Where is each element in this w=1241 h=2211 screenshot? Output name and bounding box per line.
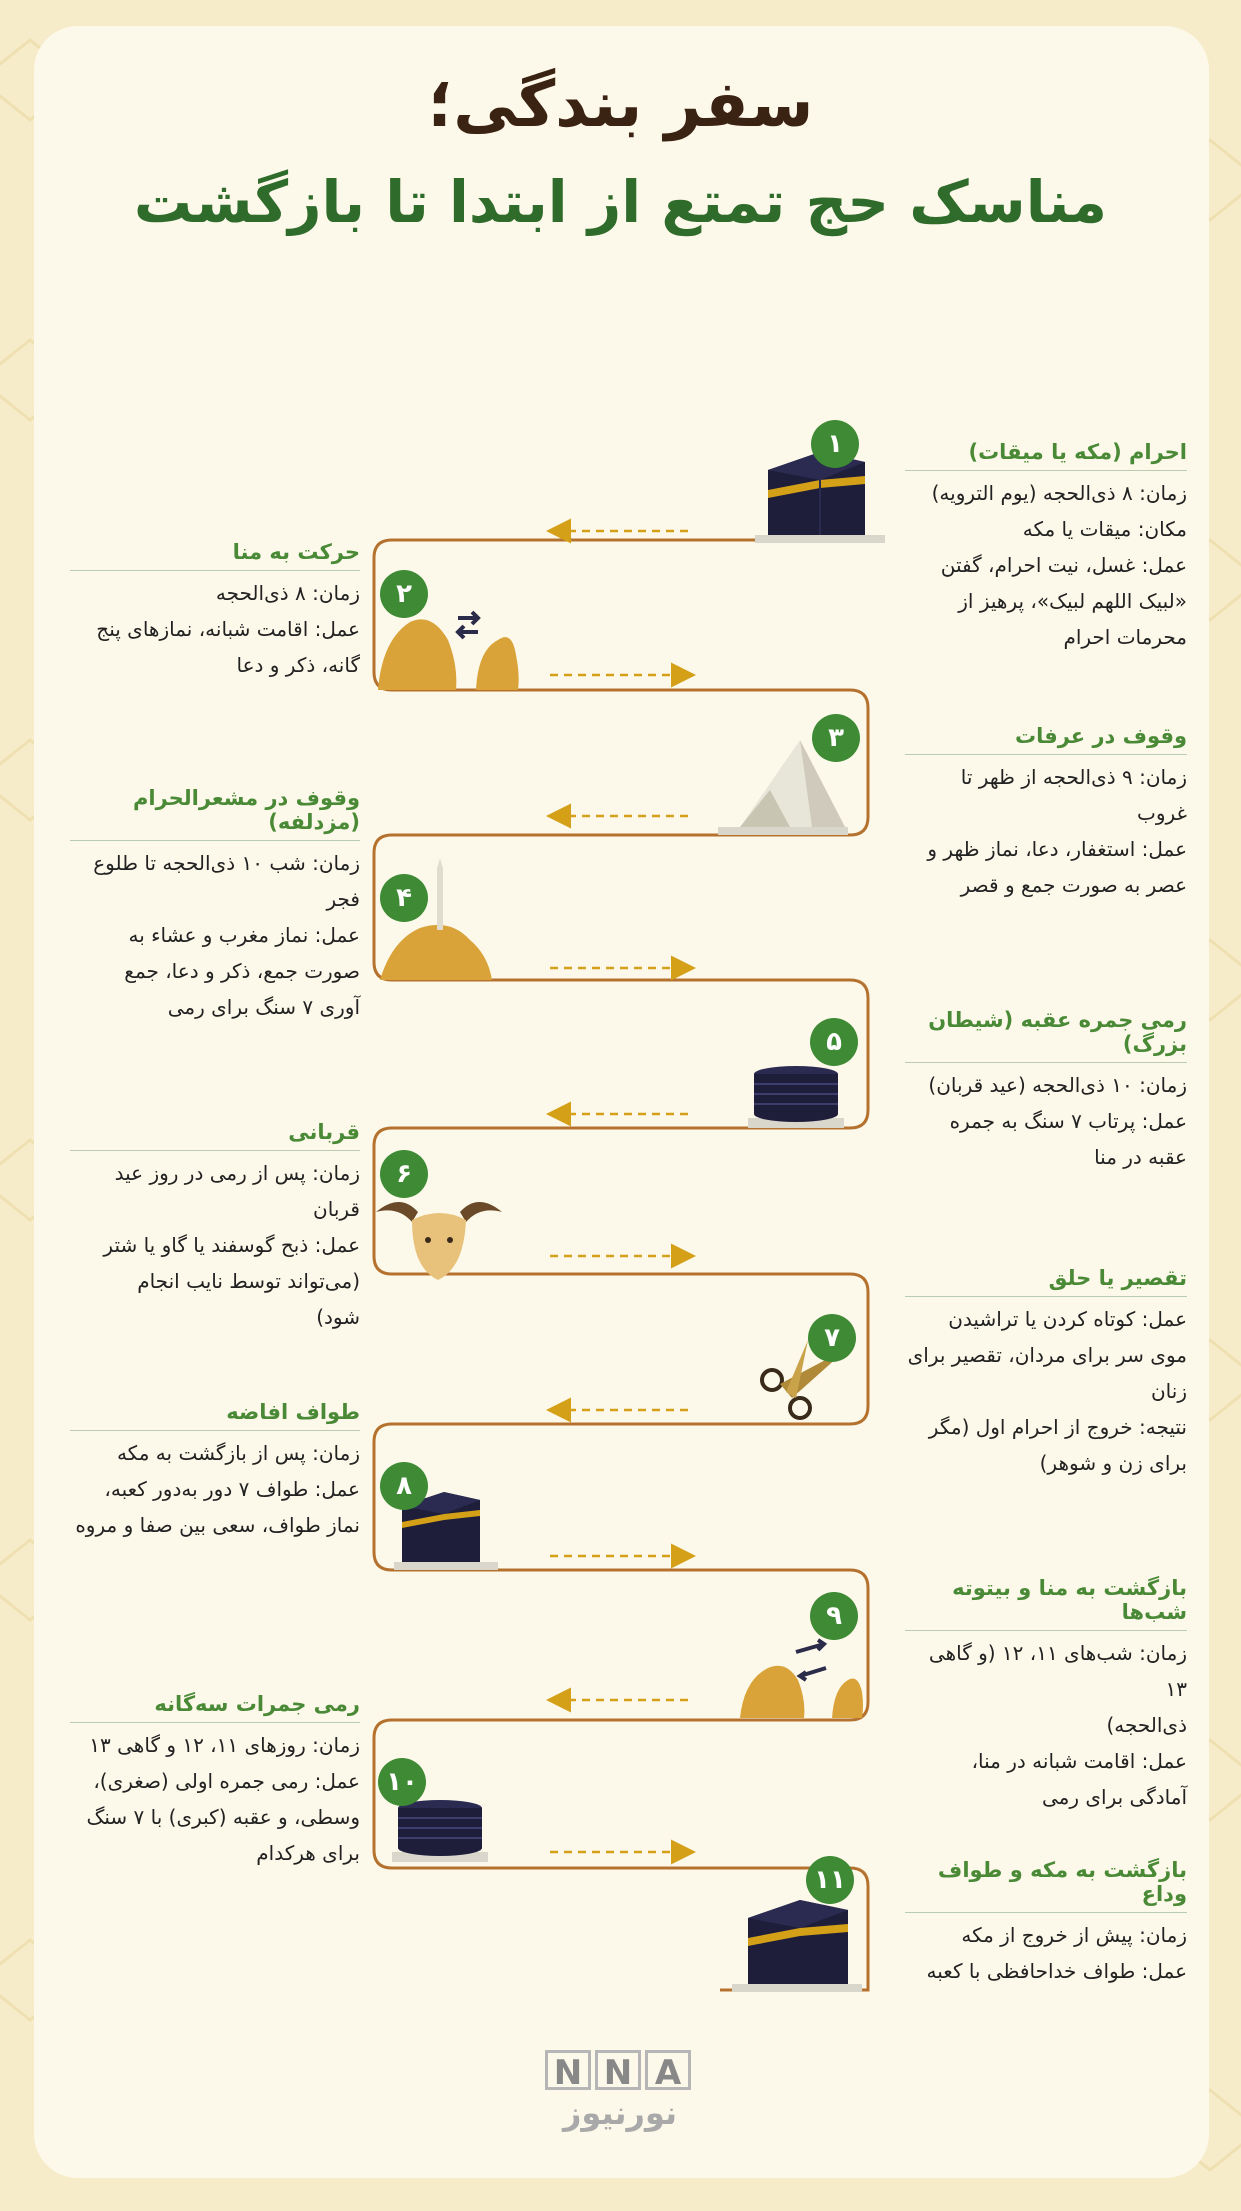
step-line: عمل: کوتاه کردن یا تراشیدن (948, 1307, 1187, 1331)
step-line: عمل: اقامت شبانه، نمازهای پنج (96, 617, 360, 641)
step-4-badge: ۴ (380, 874, 428, 922)
step-11-badge: ۱۱ (806, 1856, 854, 1904)
step-7 (905, 1266, 1187, 1481)
kaaba-icon (732, 1900, 862, 1992)
logo-letter: N (595, 2050, 641, 2090)
step-line: (می‌تواند توسط نایب انجام (137, 1269, 360, 1293)
step-line: عمل: پرتاب ۷ سنگ به جمره (949, 1109, 1187, 1133)
step-8 (70, 1400, 360, 1543)
step-title: رمی جمره عقبه (شیطان بزرگ) (905, 1008, 1187, 1063)
step-title: طواف افاضه (70, 1400, 360, 1431)
step-9 (905, 1576, 1187, 1815)
step-line: وسطی، و عقبه (کبری) با ۷ سنگ (86, 1805, 360, 1829)
step-title: رمی جمرات سه‌گانه (70, 1692, 360, 1723)
step-6 (70, 1120, 360, 1335)
step-8-badge: ۸ (380, 1462, 428, 1510)
step-line: گانه، ذکر و دعا (236, 653, 360, 677)
step-line: زمان: ۹ ذی‌الحجه از ظهر تا (960, 765, 1187, 789)
step-line: «لبیک اللهم لبیک»، پرهیز از (958, 589, 1187, 613)
step-line: عمل: استغفار، دعا، نماز ظهر و (927, 837, 1187, 861)
step-line: زمان: ۸ ذی‌الحجه (215, 581, 360, 605)
step-2 (70, 540, 360, 683)
logo-letter: A (645, 2050, 691, 2090)
jamarat-icon (392, 1800, 488, 1862)
step-line: غروب (1137, 801, 1187, 825)
step-line: عمل: ذبح گوسفند یا گاو یا شتر (103, 1233, 360, 1257)
step-line: زمان: روزهای ۱۱، ۱۲ و گاهی ۱۳ (89, 1733, 360, 1757)
step-line: نماز طواف، سعی بین صفا و مروه (75, 1513, 360, 1537)
step-line: فجر (326, 887, 360, 911)
step-9-badge: ۹ (810, 1592, 858, 1640)
step-line: عصر به صورت جمع و قصر (960, 873, 1187, 897)
step-line: آوری ۷ سنگ برای رمی (167, 995, 360, 1019)
step-line: عمل: طواف خداحافظی با کعبه (926, 1959, 1187, 1983)
nna-logo (545, 2050, 695, 2138)
step-line: شود) (316, 1305, 360, 1329)
step-line: زمان: پیش از خروج از مکه (961, 1923, 1187, 1947)
step-2-badge: ۲ (380, 570, 428, 618)
step-line: ذی‌الحجه) (1106, 1713, 1187, 1737)
step-title: وقوف در مشعرالحرام (مزدلفه) (70, 786, 360, 841)
step-title: قربانی (70, 1120, 360, 1151)
step-line: نتیجه: خروج از احرام اول (مگر (928, 1415, 1187, 1439)
step-line: صورت جمع، ذکر و دعا، جمع (124, 959, 360, 983)
step-line: عقبه در منا (1094, 1145, 1187, 1169)
step-title: احرام (مکه یا میقات) (905, 440, 1187, 471)
kaaba-icon (755, 452, 885, 543)
step-5-badge: ۵ (810, 1018, 858, 1066)
step-line: زنان (1150, 1379, 1187, 1403)
step-4 (70, 786, 360, 1025)
mina-rocks-icon (740, 1640, 863, 1718)
step-1 (905, 440, 1187, 655)
step-line: عمل: رمی جمره اولی (صغری)، (93, 1769, 360, 1793)
step-1-badge: ۱ (811, 420, 859, 468)
jamarat-icon (748, 1066, 844, 1128)
step-line: آمادگی برای رمی (1041, 1785, 1187, 1809)
step-5 (905, 1008, 1187, 1175)
step-line: زمان: پس از رمی در روز عید (114, 1161, 360, 1185)
step-line: برای زن و شوهر) (1039, 1451, 1187, 1475)
step-6-badge: ۶ (380, 1150, 428, 1198)
step-line: زمان: شب ۱۰ ذی‌الحجه تا طلوع (93, 851, 360, 875)
step-7-badge: ۷ (808, 1314, 856, 1362)
step-line: موی سر برای مردان، تقصیر برای (907, 1343, 1187, 1367)
logo-letter: N (545, 2050, 591, 2090)
step-10-badge: ۱۰ (378, 1758, 426, 1806)
step-3-badge: ۳ (812, 714, 860, 762)
step-title: تقصیر یا حلق (905, 1266, 1187, 1297)
step-title: وقوف در عرفات (905, 724, 1187, 755)
mina-rocks-icon (378, 612, 519, 690)
title-line-2: مناسک حج تمتع از ابتدا تا بازگشت (133, 168, 1108, 236)
step-11 (905, 1858, 1187, 1989)
step-10 (70, 1692, 360, 1871)
step-line: زمان: شب‌های ۱۱، ۱۲ (و گاهی ۱۳ (928, 1641, 1187, 1701)
step-line: برای هرکدام (256, 1841, 360, 1865)
step-line: عمل: اقامت شبانه در منا، (971, 1749, 1187, 1773)
step-title: بازگشت به منا و بیتوته شب‌ها (905, 1576, 1187, 1631)
logo-persian: نورنیوز (562, 2094, 678, 2132)
goat-icon (376, 1202, 502, 1280)
step-3 (905, 724, 1187, 903)
step-line: عمل: غسل، نیت احرام، گفتن (940, 553, 1187, 577)
step-line: عمل: نماز مغرب و عشاء به (128, 923, 360, 947)
step-line: زمان: پس از بازگشت به مکه (116, 1441, 360, 1465)
title-line-1: سفر بندگی؛ (427, 68, 814, 142)
step-line: زمان: ۸ ذی‌الحجه (یوم الترویه) (931, 481, 1187, 505)
step-title: حرکت به منا (70, 540, 360, 571)
step-title: بازگشت به مکه و طواف وداع (905, 1858, 1187, 1913)
step-line: زمان: ۱۰ ذی‌الحجه (عید قربان) (928, 1073, 1187, 1097)
step-line: عمل: طواف ۷ دور به‌دور کعبه، (104, 1477, 360, 1501)
step-line: قربان (313, 1197, 360, 1221)
step-line: محرمات احرام (1063, 625, 1187, 649)
step-line: مکان: میقات یا مکه (1022, 517, 1187, 541)
